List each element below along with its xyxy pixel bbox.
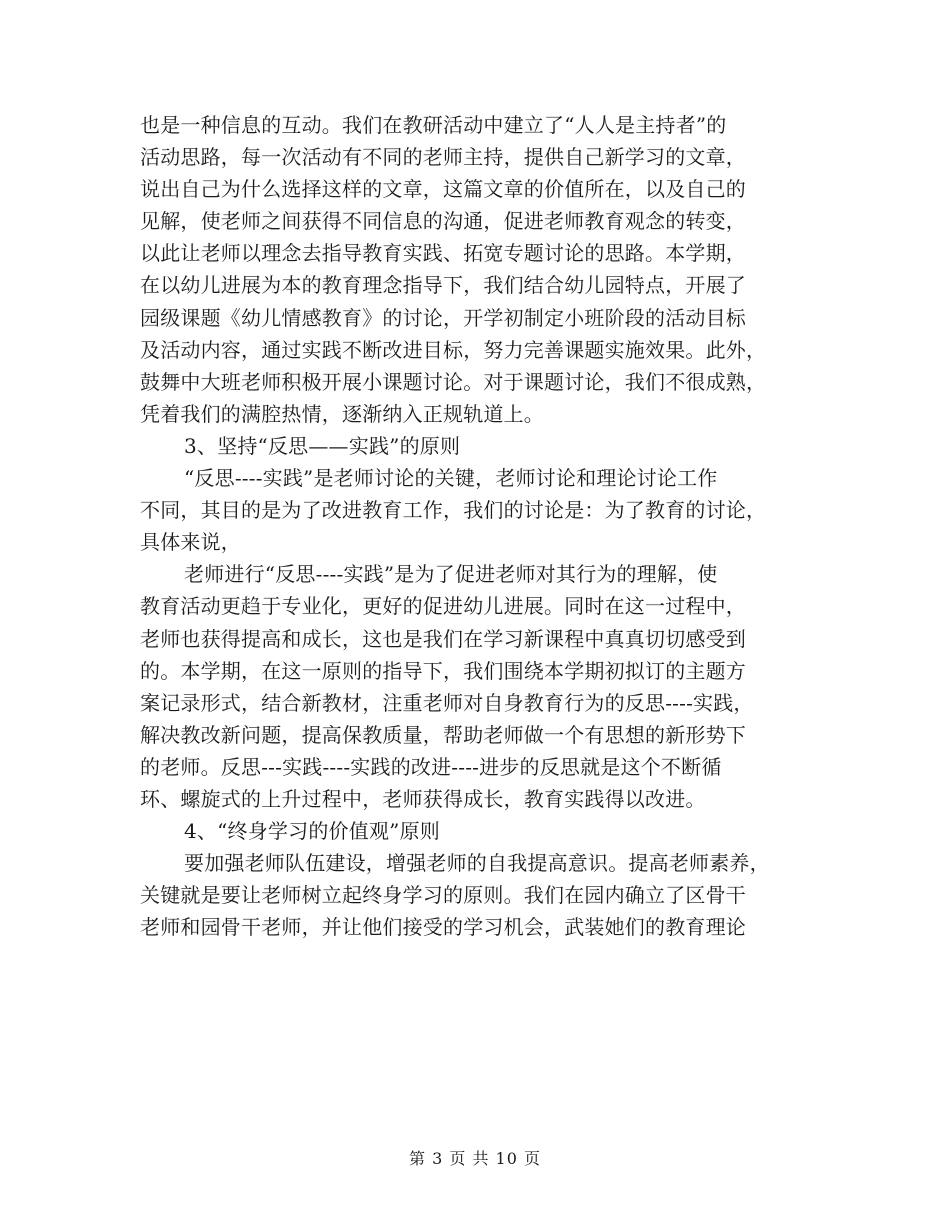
text-line: 3、坚持“反思——实践”的原则 [184, 433, 461, 458]
text-line: 的。本学期，在这一原则的指导下，我们围绕本学期初拟订的主题方 [140, 658, 746, 683]
text-line: 及活动内容，通过实践不断改进目标，努力完善课题实施效果。此外， [140, 337, 767, 362]
text-line: 环、螺旋式的上升过程中，老师获得成长，教育实践得以改进。 [140, 786, 706, 811]
text-line: 也是一种信息的互动。我们在教研活动中建立了“人人是主持者”的 [140, 113, 727, 137]
text-line: “反思----实践”是老师讨论的关键，老师讨论和理论讨论工作 [184, 466, 718, 491]
text-line: 关键就是要让老师树立起终身学习的原则。我们在园内确立了区骨干 [140, 883, 746, 908]
text-line: 解决教改新问题，提高保教质量，帮助老师做一个有思想的新形势下 [140, 722, 746, 747]
text-line: 教育活动更趋于专业化，更好的促进幼儿进展。同时在这一过程中， [140, 594, 746, 619]
text-line: 老师和园骨干老师，并让他们接受的学习机会，武装她们的教育理论 [140, 915, 746, 940]
text-line: 在以幼儿进展为本的教育理念指导下，我们结合幼儿园特点，开展了 [140, 273, 746, 298]
text-line: 的老师。反思---实践----实践的改进----进步的反思就是这个不断循 [140, 754, 722, 779]
text-line: 说出自己为什么选择这样的文章，这篇文章的价值所在，以及自己的 [140, 177, 746, 202]
text-line: 活动思路，每一次活动有不同的老师主持，提供自己新学习的文章， [140, 145, 746, 170]
text-line: 要加强老师队伍建设，增强老师的自我提高意识。提高老师素养， [184, 851, 770, 876]
document-body [140, 109, 810, 943]
text-line: 凭着我们的满腔热情，逐渐纳入正规轨道上。 [140, 401, 544, 426]
page-footer: 第 3 页 共 10 页 [409, 1149, 541, 1168]
text-line: 具体来说， [140, 530, 241, 555]
text-line: 老师也获得提高和成长，这也是我们在学习新课程中真真切切感受到 [140, 626, 746, 651]
text-line: 鼓舞中大班老师积极开展小课题讨论。对于课题讨论，我们不很成熟， [140, 369, 767, 394]
text-line: 见解，使老师之间获得不同信息的沟通，促进老师教育观念的转变， [140, 209, 746, 234]
text-line: 不同，其目的是为了改进教育工作，我们的讨论是：为了教育的讨论， [140, 498, 767, 523]
text-line: 4、“终身学习的价值观”原则 [184, 819, 440, 844]
text-line: 案记录形式，结合新教材，注重老师对自身教育行为的反思----实践， [140, 690, 754, 715]
text-line: 以此让老师以理念去指导教育实践、拓宽专题讨论的思路。本学期， [140, 241, 746, 266]
text-line: 老师进行“反思----实践”是为了促进老师对其行为的理解，使 [184, 562, 718, 587]
text-line: 园级课题《幼儿情感教育》的讨论，开学初制定小班阶段的活动目标 [140, 305, 746, 330]
